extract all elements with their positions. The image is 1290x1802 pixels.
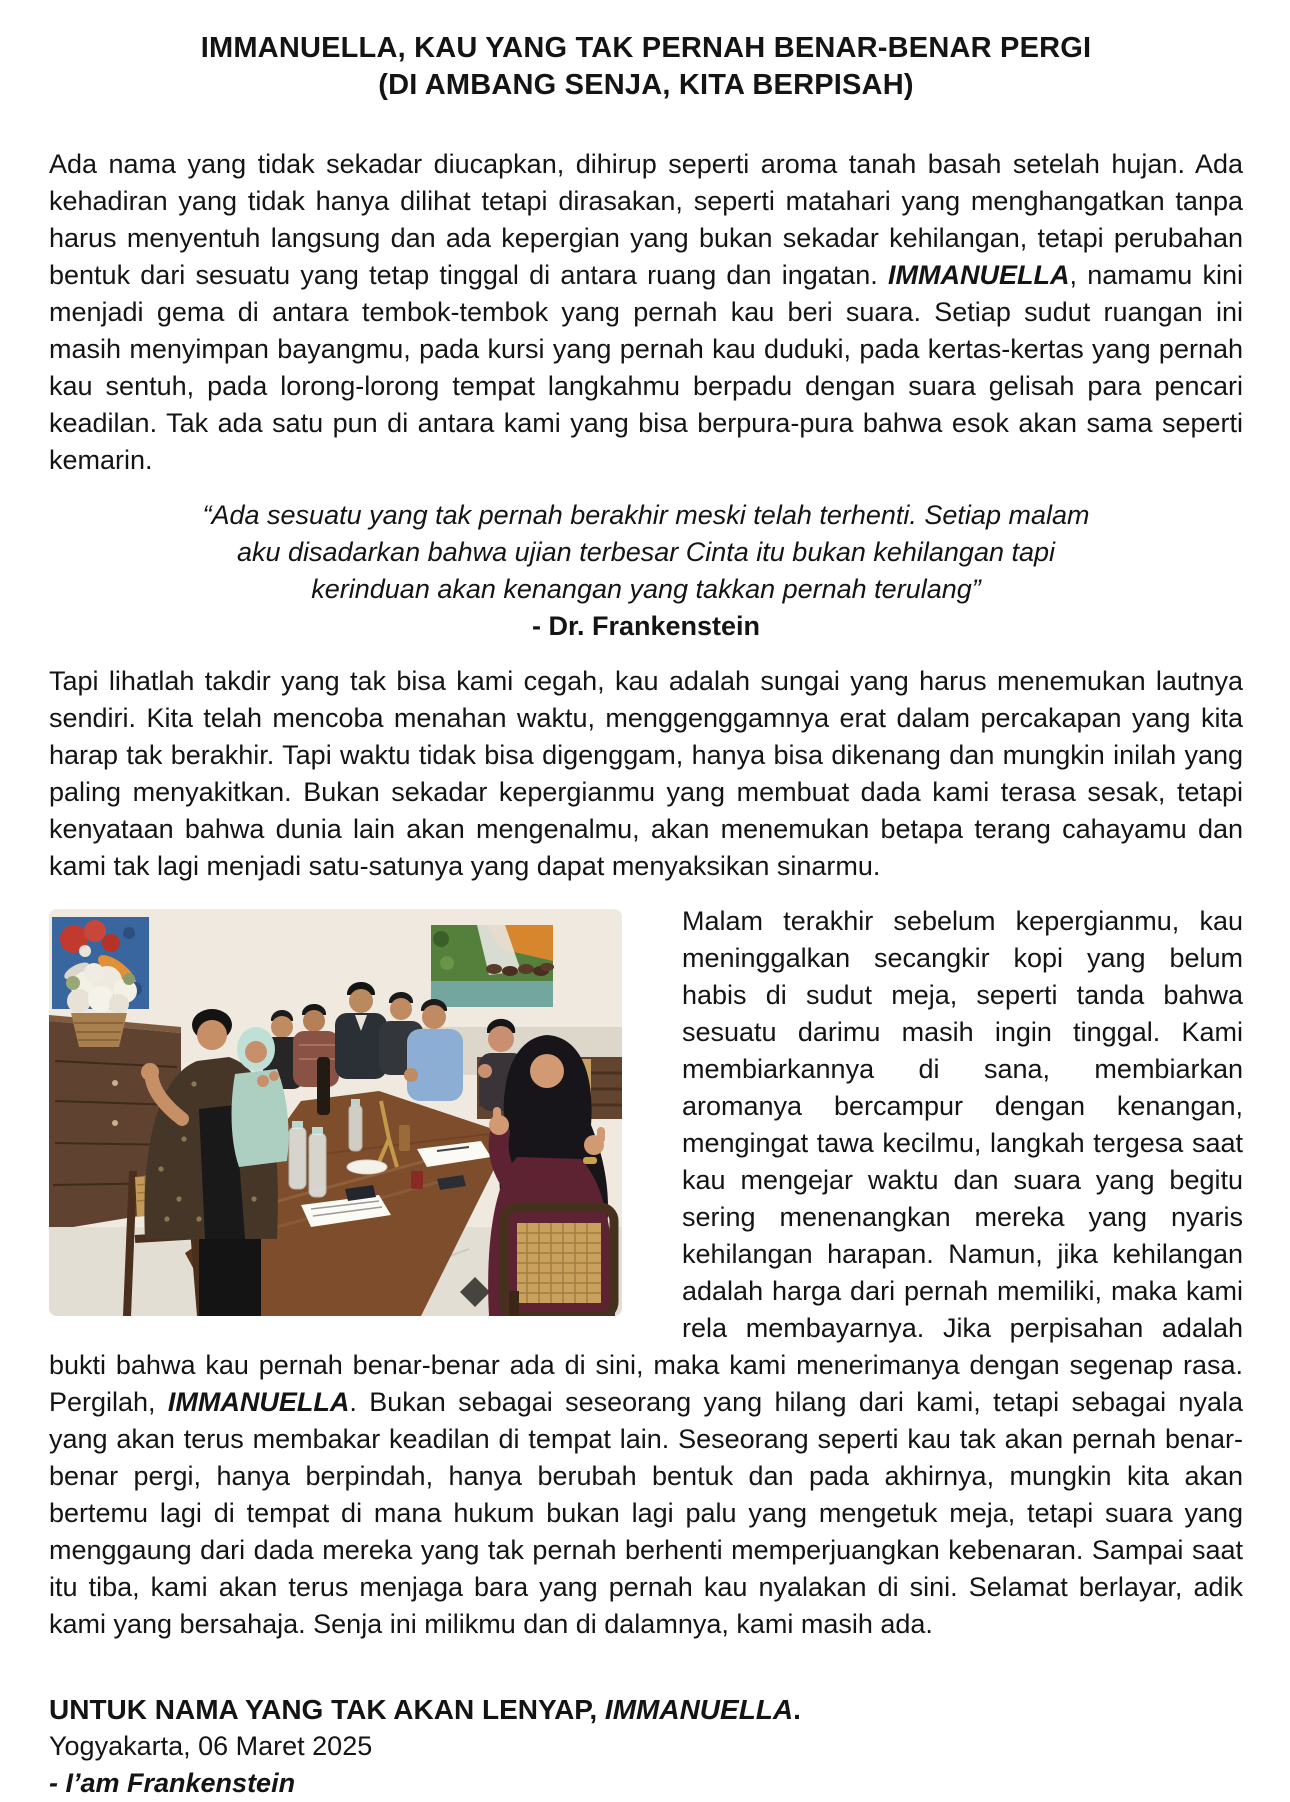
- immanuella-name-2: IMMANUELLA: [167, 1387, 350, 1417]
- quote-attribution: - Dr. Frankenstein: [531, 611, 761, 641]
- closing-heading-period: .: [793, 1694, 801, 1725]
- title-line-1: IMMANUELLA, KAU YANG TAK PERNAH BENAR-BENAR PERGI: [200, 32, 1092, 64]
- immanuella-name: IMMANUELLA: [888, 260, 1070, 290]
- quote-line-2: aku disadarkan bahwa ujian terbesar Cinta itu bukan kehilangan tapi: [236, 537, 1056, 567]
- paragraph-3: [49, 903, 1243, 1643]
- immanuella-name-3: IMMANUELLA: [604, 1694, 794, 1725]
- closing-signature: - I’am Frankenstein: [49, 1768, 296, 1798]
- paragraph-3-text: Malam terakhir sebelum kepergianmu, kau meninggalkan secangkir kopi yang belum habis di sudut meja, seperti tanda bahwa sesuatu darimu masih ingin tinggal. Kami membiarkannya di sana, membiarkan aromanya bercampur dengan kenangan, mengingat tawa kecilmu, langkah tergesa saat kau mengejar waktu dan suara yang begitu sering menenangkan mereka yang nyaris kehilangan harapan. Namun, jika kehilangan adalah harga dari pernah memiliki, maka kami rela membayarnya. Jika perpisahan adalah bukti bahwa kau pernah benar-benar ada di sini, maka kami menerimanya dengan segenap rasa. Pergilah,: [49, 906, 1243, 1417]
- group-photo: [49, 909, 622, 1316]
- page-title: [49, 30, 1243, 104]
- paragraph-1-text: Ada nama yang tidak sekadar diucapkan, dihirup seperti aroma tanah basah setelah hujan. Ada kehadiran yang tidak hanya dilihat tetapi dirasakan, seperti matahari yang menghangatkan tanpa harus menyentuh langsung dan ada kepergian yang bukan sekadar kehilangan, tetapi perubahan bentuk dari sesuatu yang tetap tinggal di antara ruang dan ingatan.: [49, 149, 1243, 290]
- closing-heading: [49, 1691, 1243, 1728]
- paragraph-1-text-cont: , namamu kini menjadi gema di antara tembok-tembok yang pernah kau beri suara. Setiap sudut ruangan ini masih menyimpan bayangmu, pada kursi yang pernah kau duduki, pada kertas-kertas yang pernah kau sentuh, pada lorong-lorong tempat langkahmu berpadu dengan suara gelisah para pencari keadilan. Tak ada satu pun di antara kami yang bisa berpura-pura bahwa esok akan sama seperti kemarin.: [49, 260, 1243, 475]
- group-photo-illustration: [49, 909, 622, 1316]
- paragraph-3-text-cont: . Bukan sebagai seseorang yang hilang dari kami, tetapi sebagai nyala yang akan terus membakar keadilan di tempat lain. Seseorang seperti kau tak akan pernah benar-benar pergi, hanya berpindah, hanya berubah bentuk dan pada akhirnya, mungkin kita akan bertemu lagi di tempat di mana hukum bukan lagi palu yang mengetuk meja, tetapi suara yang menggaung dari dada mereka yang tak pernah berhenti memperjuangkan kebenaran. Sampai saat itu tiba, kami akan terus menjaga bara yang pernah kau nyalakan di sini. Selamat berlayar, adik kami yang bersahaja. Senja ini milikmu dan di dalamnya, kami masih ada.: [49, 1387, 1243, 1639]
- quote-line-1: “Ada sesuatu yang tak pernah berakhir meski telah terhenti. Setiap malam: [202, 500, 1090, 530]
- title-line-2: (DI AMBANG SENJA, KITA BERPISAH): [378, 69, 914, 101]
- horses-painting: [431, 925, 554, 1007]
- closing-heading-text: UNTUK NAMA YANG TAK AKAN LENYAP,: [49, 1694, 605, 1725]
- quote-line-3: kerinduan akan kenangan yang takkan pernah terulang”: [311, 574, 981, 604]
- closing-place-date: Yogyakarta, 06 Maret 2025: [49, 1731, 373, 1761]
- paragraph-2: Tapi lihatlah takdir yang tak bisa kami cegah, kau adalah sungai yang harus menemukan lautnya sendiri. Kita telah mencoba menahan waktu, menggenggamnya erat dalam percakapan yang kita harap tak berakhir. Tapi waktu tidak bisa digenggam, hanya bisa dikenang dan mungkin inilah yang paling menyakitkan. Bukan sekadar kepergianmu yang membuat dada kami terasa sesak, tetapi kenyataan bahwa dunia lain akan mengenalmu, akan menemukan betapa terang cahayamu dan kami tak lagi menjadi satu-satunya yang dapat menyaksikan sinarmu.: [49, 666, 1243, 881]
- paragraph-1: [49, 146, 1243, 479]
- quote-block: [49, 497, 1243, 645]
- closing-block: [49, 1691, 1243, 1802]
- right-chair: [504, 1207, 614, 1316]
